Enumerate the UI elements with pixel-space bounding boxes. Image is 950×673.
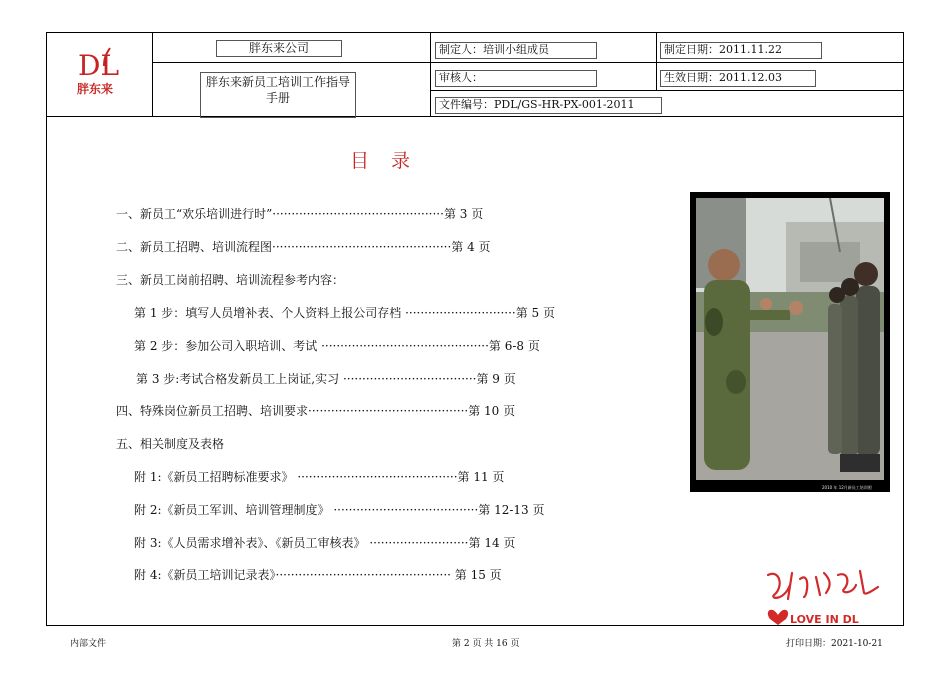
toc-entry: 第 1 步：填写人员增补表、个人资料上报公司存档 ·····························第 5 页	[134, 306, 555, 320]
document-number-field: 文件编号：PDL/GS-HR-PX-001-2011	[435, 97, 662, 114]
toc-title-first: 目	[350, 150, 372, 172]
toc-entry: 二、新员工招聘、培训流程图···············································第 4 页	[116, 240, 491, 254]
creation-date-field: 制定日期：2011.11.22	[660, 42, 822, 59]
heart-icon	[768, 610, 788, 625]
toc-entry: 附 2:《新员工军训、培训管理制度》 ······································第 12-13 页	[134, 503, 545, 517]
toc-entry: 附 3:《人员需求增补表》、《新员工审核表》 ··························第 14 页	[134, 536, 516, 550]
toc-section-heading: 五、相关制度及表格	[116, 437, 225, 451]
toc-title	[350, 146, 412, 173]
toc-entry: 一、新员工“欢乐培训进行时”·············································第 3 页	[116, 207, 484, 221]
toc-entry: 附 1:《新员工招聘标准要求》 ··········································第 11 页	[134, 470, 505, 484]
toc-entry: 四、特殊岗位新员工招聘、培训要求··········································第 10 页	[116, 404, 516, 418]
header-divider	[46, 116, 904, 117]
logo-letters: DL	[78, 49, 120, 82]
toc-section-heading: 三、新员工岗前招聘、培训流程参考内容：	[116, 273, 345, 287]
photo-caption: 2010 年 12月新员工培训照	[822, 485, 872, 490]
toc-entry: 附 4:《新员工培训记录表》·············································· 第 15 页	[134, 568, 502, 582]
header-row-line-2	[430, 90, 904, 91]
header-col-line-1	[152, 32, 153, 116]
footer-page-number: 第 2 页 共 16 页	[452, 639, 520, 649]
footer-print-date: 打印日期：2021-10-21	[786, 639, 883, 649]
toc-title-second: 录	[391, 150, 413, 172]
love-in-dl-signature	[760, 565, 890, 627]
header-col-line-2	[430, 32, 431, 116]
toc-entry: 第 2 步：参加公司入职培训、考试 ············································第 6-8 页	[134, 339, 540, 353]
header-row-line-1	[152, 62, 904, 63]
training-photo	[690, 192, 890, 492]
footer-classification: 内部文件	[70, 639, 107, 649]
header-col-line-3	[656, 32, 657, 90]
effective-date-field: 生效日期：2011.12.03	[660, 70, 816, 87]
author-field: 制定人：培训小组成员	[435, 42, 597, 59]
company-logo	[74, 44, 124, 96]
toc-entry: 第 3 步:考试合格发新员工上岗证,实习 ···································第 9 页	[136, 372, 516, 386]
slogan-text: LOVE IN DL	[790, 613, 859, 626]
logo-text: 胖东来	[77, 82, 114, 96]
reviewer-field: 审核人：	[435, 70, 597, 87]
manual-title: 胖东来新员工培训工作指导手册	[200, 72, 356, 118]
company-name: 胖东来公司	[216, 40, 342, 57]
